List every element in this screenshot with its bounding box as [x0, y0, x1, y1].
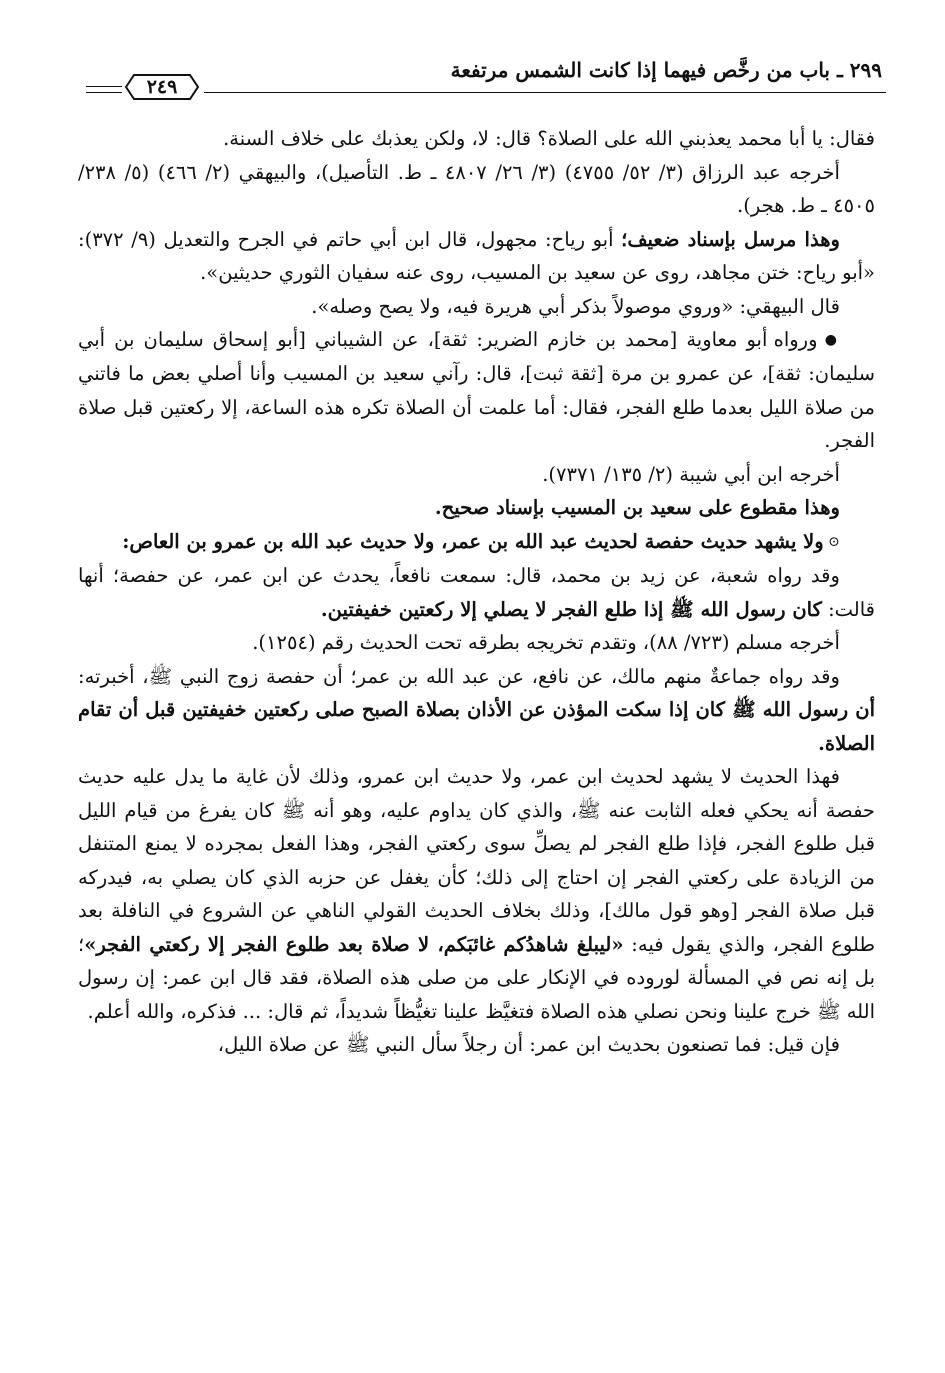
running-header — [86, 56, 886, 100]
paragraph — [78, 559, 875, 626]
paragraph — [78, 525, 875, 559]
text-segment: وقد رواه شعبة، عن زيد بن محمد، قال: سمعت نافعاً، يحدث عن ابن عمر، عن حفصة؛ أنها قالت: — [78, 564, 875, 621]
bold-text: ولا يشهد حديث حفصة لحديث عبد الله بن عمر، ولا حديث عبد الله بن عمرو بن العاص: — [122, 529, 824, 553]
bold-text: كان رسول الله ﷺ إذا طلع الفجر لا يصلي إلا ركعتين خفيفتين. — [320, 597, 822, 621]
text-segment: وقد رواه جماعةٌ منهم مالك، عن نافع، عن عبد الله بن عمر؛ أن حفصة زوج النبي ﷺ، أخبرته: — [78, 664, 840, 688]
text-segment: أخرجه ابن أبي شيبة (٢/ ١٣٥/ ٧٣٧١). — [542, 462, 840, 486]
paragraph — [78, 626, 875, 660]
text-segment: ؛ بل إنه نص في المسألة لوروده في الإنكار على من صلى هذه الصلاة، فقد قال ابن عمر: إن رسول الله ﷺ خرج علينا ونحن نصلي هذه الصلاة فتغيَّظ علينا تغيُّظاً شديداً، ثم قال: ... فذكره، والله أعلم. — [78, 932, 875, 1023]
bold-text: وهذا مقطوع على سعيد بن المسيب بإسناد صحيح. — [434, 496, 840, 520]
paragraph — [78, 491, 875, 525]
header-rule — [86, 92, 122, 93]
paragraph — [78, 458, 875, 492]
page-number — [120, 70, 204, 104]
paragraph — [78, 1028, 875, 1062]
paragraph — [78, 223, 875, 290]
header-rule — [204, 92, 886, 93]
bullet-icon: ⊙ — [823, 533, 840, 550]
paragraph — [78, 156, 875, 223]
page-number-text: ٢٤٩ — [146, 76, 178, 98]
paragraph — [78, 122, 875, 156]
bold-text: وهذا مرسل بإسناد ضعيف؛ — [621, 227, 840, 251]
paragraph — [78, 290, 875, 324]
header-rule — [86, 86, 122, 87]
text-segment: أبو رياح: مجهول، قال ابن أبي حاتم في الجرح والتعديل (٩/ ٣٧٢): «أبو رياح: ختن مجاهد، روى عن سعيد بن المسيب، روى عنه سفيان الثوري حديثين». — [78, 227, 875, 284]
text-segment: فإن قيل: فما تصنعون بحديث ابن عمر: أن رجلاً سأل النبي ﷺ عن صلاة الليل، — [217, 1033, 840, 1056]
text-segment: أخرجه مسلم (٧٢٣/ ٨٨)، وتقدم تخريجه بطرقه تحت الحديث رقم (١٢٥٤). — [252, 631, 840, 654]
paragraph — [78, 323, 875, 458]
bold-text: أن رسول الله ﷺ كان إذا سكت المؤذن عن الأذان بصلاة الصبح صلى ركعتين خفيفتين قبل أن تقام الصلاة. — [78, 698, 875, 755]
text-segment: قال البيهقي: «وروي موصولاً بذكر أبي هريرة فيه، ولا يصح وصله». — [311, 294, 840, 318]
text-segment: ورواه أبو معاوية [محمد بن خازم الضرير: ثقة]، عن الشيباني [أبو إسحاق سليمان بن أبي سليمان: ثقة]، عن عمرو بن مرة [ثقة ثبت]، قال: رآني سعيد بن المسيب وأنا أصلي بعض ما فاتني من صلاة الليل بعدما طلع الفجر، فقال: أما علمت أن الصلاة تكره هذه الساعة، إلا ركعتين قبل صلاة الفجر. — [78, 328, 875, 453]
text-segment: أخرجه عبد الرزاق (٣/ ٥٢/ ٤٧٥٥) (٣/ ٢٦/ ٤٨٠٧ ـ ط. التأصيل)، والبيهقي (٢/ ٤٦٦) (٥/ ٢٣٨/ ٤٥٠٥ ـ ط. هجر). — [78, 160, 875, 217]
bullet-icon: ● — [817, 331, 840, 348]
paragraph — [78, 760, 875, 1028]
bold-text: «ليبلغ شاهدُكم غائبَكم، لا صلاة بعد طلوع الفجر إلا ركعتي الفجر» — [84, 932, 624, 956]
paragraph — [78, 660, 875, 761]
text-segment: فهذا الحديث لا يشهد لحديث ابن عمر، ولا حديث ابن عمرو، وذلك لأن غاية ما يدل عليه حديث حفصة أنه يحكي فعله الثابت عنه ﷺ، والذي كان يداوم عليه، وهو أنه ﷺ كان يفرغ من قيام الليل قبل طلوع الفجر، فإذا طلع الفجر لم يصلِّ سوى ركعتي الفجر، وهذا الفعل بمجرده لا يمنع المتنفل من الزيادة على ركعتي الفجر إن احتاج إلى ذلك؛ كأن يغفل عن حزبه الذي كان يصلي به، فيدركه قبل صلاة الفجر [وهو قول مالك]، وذلك بخلاف الحديث القولي الناهي عن الشروع في النافلة بعد طلوع الفجر، والذي يقول فيه: — [78, 765, 875, 956]
chapter-title: ٢٩٩ ـ باب من رخَّص فيهما إذا كانت الشمس مرتفعة — [450, 58, 882, 82]
page-body — [78, 122, 875, 1062]
text-segment: فقال: يا أبا محمد يعذبني الله على الصلاة؟ قال: لا، ولكن يعذبك على خلاف السنة. — [223, 127, 875, 150]
